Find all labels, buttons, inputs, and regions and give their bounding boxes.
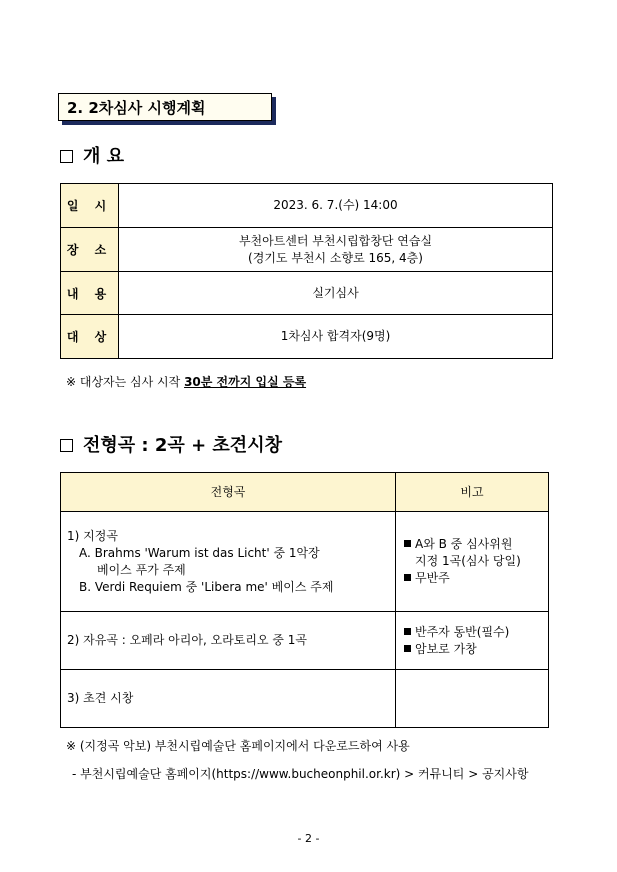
checkbox-square-icon	[60, 150, 73, 163]
overview-row-content	[61, 272, 553, 315]
repertoire-table	[60, 472, 549, 728]
homepage-note: - 부천시립예술단 홈페이지(https://www.bucheonphil.or.kr) > 커뮤니티 > 공지사항	[72, 767, 529, 781]
place-line-1: 부천아트센터 부천시립합창단 연습실	[238, 233, 433, 248]
overview-note-emphasis: 30분 전까지 입실 등록	[184, 375, 307, 389]
repertoire-heading	[60, 431, 282, 457]
overview-label: 일 시	[61, 184, 119, 228]
overview-value: 2023. 6. 7.(수) 14:00	[119, 184, 553, 228]
checkbox-square-icon	[60, 439, 73, 452]
designated-b: B. Verdi Requiem 중 'Libera me' 베이스 주제	[79, 579, 334, 594]
remark-item	[404, 624, 547, 641]
designated-remark-cell	[396, 512, 549, 612]
overview-value: 1차심사 합격자(9명)	[119, 315, 553, 359]
bullet-square-icon	[404, 628, 411, 635]
overview-label: 대 상	[61, 315, 119, 359]
col-song-header: 전형곡	[61, 473, 396, 512]
designated-title: 1) 지정곡	[67, 528, 118, 543]
bullet-square-icon	[404, 645, 411, 652]
sight-singing-cell: 3) 초견 시창	[61, 670, 396, 728]
designated-a: A. Brahms 'Warum ist das Licht' 중 1악장	[79, 545, 320, 560]
overview-label: 장 소	[61, 228, 119, 272]
repertoire-header-row	[61, 473, 549, 512]
overview-label: 내 용	[61, 272, 119, 315]
repertoire-heading-text: 전형곡 : 2곡 + 초견시창	[83, 435, 282, 456]
overview-note-prefix: ※ 대상자는 심사 시작	[66, 375, 185, 389]
col-remark-header: 비고	[396, 473, 549, 512]
overview-value: 실기심사	[119, 272, 553, 315]
repertoire-row-sight	[61, 670, 549, 728]
page-number: - 2 -	[297, 832, 320, 845]
overview-row-place	[61, 228, 553, 272]
overview-row-target	[61, 315, 553, 359]
overview-heading	[60, 142, 124, 168]
bullet-square-icon	[404, 574, 411, 581]
remark-text: 반주자 동반(필수)	[415, 624, 510, 639]
remark-text: 무반주	[415, 571, 450, 585]
remark-text: A와 B 중 심사위원	[415, 537, 513, 551]
remark-item	[404, 536, 547, 553]
designated-a-sub: 베이스 푸가 주제	[97, 562, 186, 577]
repertoire-row-free	[61, 612, 549, 670]
free-remark-cell	[396, 612, 549, 670]
free-song-cell: 2) 자유곡 : 오페라 아리아, 오라토리오 중 1곡	[61, 612, 396, 670]
overview-note	[66, 373, 306, 390]
overview-heading-text: 개 요	[83, 146, 125, 167]
overview-row-datetime	[61, 184, 553, 228]
remark-item	[404, 641, 547, 658]
score-note: ※ (지정곡 악보) 부천시립예술단 홈페이지에서 다운로드하여 사용	[66, 739, 410, 753]
sight-remark-cell	[396, 670, 549, 728]
remark-item	[404, 570, 547, 587]
bullet-square-icon	[404, 540, 411, 547]
section-title: 2. 2차심사 시행계획	[58, 93, 272, 121]
remark-text-cont: 지정 1곡(심사 당일)	[415, 554, 521, 568]
remark-text: 암보로 가창	[415, 641, 477, 656]
designated-song-cell	[61, 512, 396, 612]
overview-value	[119, 228, 553, 272]
repertoire-row-designated	[61, 512, 549, 612]
overview-table	[60, 183, 553, 359]
place-line-2: (경기도 부천시 소향로 165, 4층)	[248, 250, 423, 265]
